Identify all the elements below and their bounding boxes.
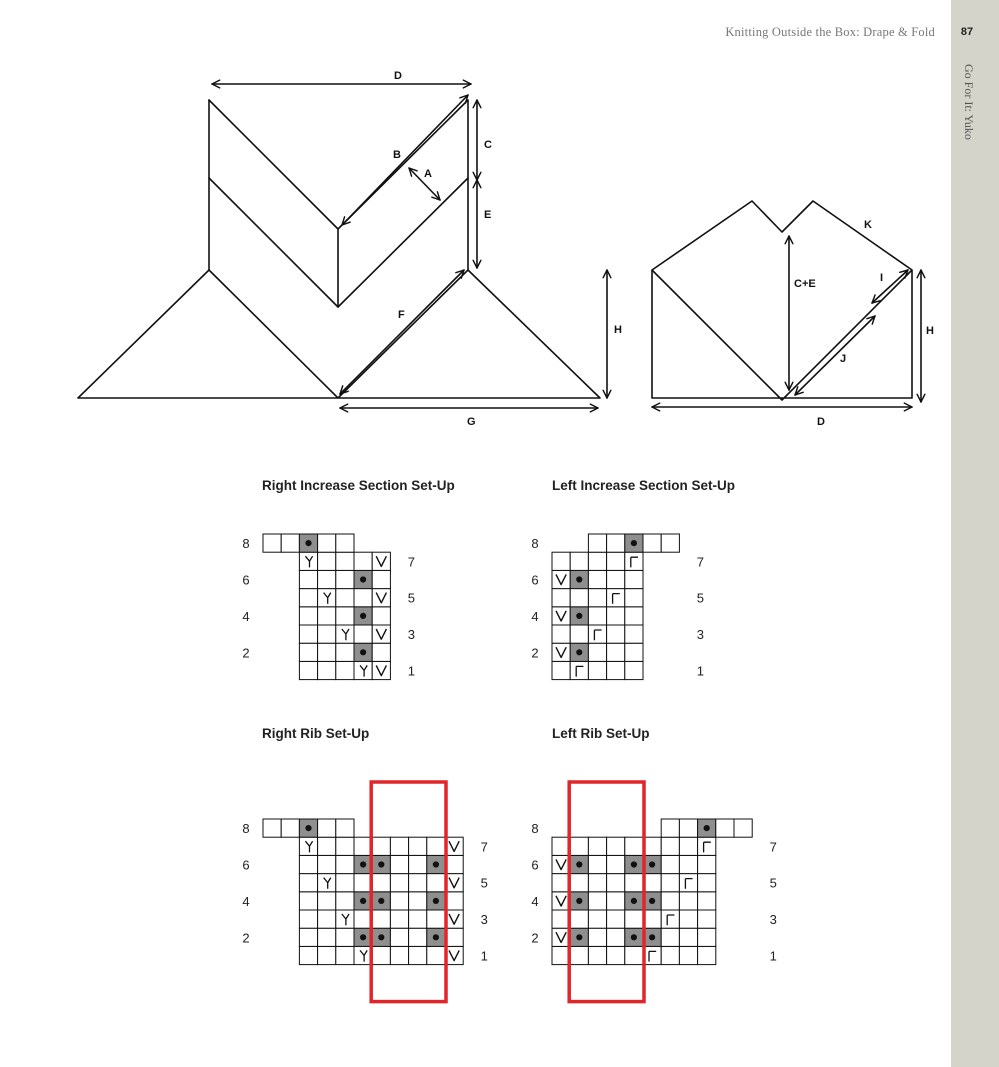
purl-dot-symbol [360,613,366,619]
label-c-plus-e: C+E [794,278,816,290]
row-number-right: 3 [769,912,777,928]
chart-cell [625,552,643,570]
chart-cell [372,874,390,892]
chart-cell [318,625,336,643]
chart-cell [734,819,752,837]
chart-cell [625,910,643,928]
chart-cell [318,607,336,625]
chart-cell [661,819,679,837]
row-number-right: 5 [769,875,777,891]
purl-dot-symbol [576,898,582,904]
chart-cell [299,874,317,892]
chart-cell [607,946,625,964]
chart-cell [390,837,408,855]
chart-cell [607,910,625,928]
chart-cell [570,661,588,679]
purl-dot-symbol [433,898,439,904]
chart-cell [698,892,716,910]
chart-cell [336,570,354,588]
chart-left-increase-setup [531,534,705,684]
row-number-left: 8 [531,536,539,552]
chart-cell [390,874,408,892]
chart-right-increase-setup [242,534,416,684]
chart-cell [625,643,643,661]
large-schematic [78,70,622,428]
chart-cell [679,946,697,964]
label-j: J [840,353,847,365]
purl-dot-symbol [631,934,637,940]
row-number-left: 4 [531,608,539,624]
chart-cell [318,643,336,661]
purl-dot-symbol [631,898,637,904]
chart-cell [390,910,408,928]
chart-cell [607,855,625,873]
chart-cell [661,855,679,873]
chart-cell [698,910,716,928]
label-h: H [614,324,622,336]
chart-cell [354,589,372,607]
garment-schematic [0,0,950,440]
chart-cell [299,946,317,964]
chart-cell [336,589,354,607]
purl-dot-symbol [649,898,655,904]
row-number-left: 6 [242,572,250,588]
chart-cell [698,837,716,855]
chart-cell [336,910,354,928]
chart-cell [409,892,427,910]
chart-cell [318,570,336,588]
chart-cell [643,534,661,552]
chart-cell [318,946,336,964]
chart-cell [336,892,354,910]
chart-cell [570,874,588,892]
row-number-left: 6 [531,572,539,588]
row-number-right: 1 [480,948,488,964]
chart-cell [570,837,588,855]
chart-cell [625,625,643,643]
row-number-left: 8 [242,536,250,552]
chart-cell [336,946,354,964]
chart-right-rib-setup [242,819,488,969]
chart-cell [607,661,625,679]
chart-cell [318,892,336,910]
chart-cell [372,643,390,661]
chart-cell [263,534,281,552]
row-number-left: 2 [531,930,539,946]
chart-cell [318,837,336,855]
chart-cell [607,534,625,552]
chart-cell [336,607,354,625]
chart-cell [318,661,336,679]
chart-cell [607,928,625,946]
row-number-left: 8 [531,821,539,837]
chart-cell [552,643,570,661]
chart-cell [318,819,336,837]
purl-dot-symbol [433,934,439,940]
chart-cell [336,534,354,552]
chart-cell [607,874,625,892]
chart-cell [570,625,588,643]
purl-dot-symbol [631,540,637,546]
chart-cell [409,928,427,946]
row-number-right: 3 [407,627,416,643]
chart-cell [661,910,679,928]
label-a: A [424,168,432,180]
purl-dot-symbol [305,825,311,831]
chart-cell [299,570,317,588]
chart-cell [570,946,588,964]
label-f: F [398,309,405,321]
chart-cell [354,552,372,570]
chart-cell [281,819,299,837]
purl-dot-symbol [631,861,637,867]
label-b: B [393,149,401,161]
purl-dot-symbol [576,934,582,940]
chart-cell [588,855,606,873]
chart-cell [318,874,336,892]
row-number-left: 2 [242,645,250,661]
chart-cell [661,928,679,946]
chart-cell [607,607,625,625]
chart-cell [588,552,606,570]
chart-cell [625,661,643,679]
chart-cell [588,874,606,892]
chart-cell [588,928,606,946]
chart-cell [281,534,299,552]
chart-cell [661,837,679,855]
chart-cell [552,661,570,679]
chart-cell [552,607,570,625]
purl-dot-symbol [378,898,384,904]
purl-dot-symbol [576,613,582,619]
label-d: D [394,70,402,82]
chart-cell [299,855,317,873]
chart-cell [607,552,625,570]
row-number-left: 2 [531,645,539,661]
chart-left-rib-setup [531,819,777,969]
purl-dot-symbol [649,861,655,867]
row-number-left: 4 [242,608,250,624]
purl-dot-symbol [360,861,366,867]
chart-cell [625,874,643,892]
chart-cell [570,910,588,928]
chart-cell [372,552,390,570]
chart-cell [588,589,606,607]
row-number-left: 4 [531,893,539,909]
chart-cell [390,946,408,964]
row-number-right: 5 [480,875,488,891]
chart-cell [336,837,354,855]
row-number-right: 7 [696,554,705,570]
chart-cell [299,910,317,928]
chart-cell [570,589,588,607]
chart-cell [716,819,734,837]
chart-cell [588,643,606,661]
chart-cell [679,874,697,892]
chart-cell [336,855,354,873]
row-number-left: 4 [242,893,250,909]
chart-cell [661,874,679,892]
chart-cell [588,625,606,643]
chart-cell [679,928,697,946]
chart-cell [679,819,697,837]
label-d-small: D [817,416,825,428]
chart-cell [372,661,390,679]
purl-dot-symbol [649,934,655,940]
purl-dot-symbol [360,934,366,940]
purl-dot-symbol [433,861,439,867]
chart-cell [372,607,390,625]
row-number-right: 3 [696,627,705,643]
chart-cell [625,607,643,625]
chart-cell [679,855,697,873]
chart-cell [299,892,317,910]
chart-cell [607,570,625,588]
running-head: Knitting Outside the Box: Drape & Fold [725,25,935,39]
chart-cell [409,837,427,855]
chart-cell [588,570,606,588]
chart-cell [698,946,716,964]
small-schematic [652,201,934,428]
chart-cell [427,837,445,855]
chart-cell [588,661,606,679]
chart-cell [588,910,606,928]
chart-cell [698,928,716,946]
row-number-left: 6 [242,857,250,873]
purl-dot-symbol [704,825,710,831]
chart-cell [299,643,317,661]
label-c: C [484,139,492,151]
chart-cell [336,819,354,837]
chart-cell [354,661,372,679]
chart-title-left-rib: Left Rib Set-Up [552,726,650,741]
chart-cell [552,570,570,588]
chart-cell [625,837,643,855]
chart-cell [318,910,336,928]
chart-cell [661,534,679,552]
row-number-right: 1 [407,663,416,679]
chart-cell [588,946,606,964]
chart-cell [698,855,716,873]
row-number-left: 2 [242,930,250,946]
chart-cell [679,837,697,855]
chart-cell [372,625,390,643]
section-sidebar [951,0,999,1067]
chart-cell [625,946,643,964]
chart-cell [299,589,317,607]
chart-cell [679,892,697,910]
chart-cell [607,625,625,643]
label-k: K [864,219,872,231]
purl-dot-symbol [360,898,366,904]
chart-cell [318,534,336,552]
purl-dot-symbol [360,576,366,582]
row-number-right: 3 [480,912,488,928]
chart-cell [409,910,427,928]
row-number-right: 7 [769,839,777,855]
chart-cell [372,946,390,964]
chart-cell [318,589,336,607]
purl-dot-symbol [576,649,582,655]
chart-cell [661,946,679,964]
chart-cell [299,625,317,643]
chart-cell [607,837,625,855]
chart-cell [372,837,390,855]
row-number-left: 6 [531,857,539,873]
chart-title-left-increase: Left Increase Section Set-Up [552,478,736,493]
chart-cell [336,928,354,946]
chart-cell [318,855,336,873]
chart-cell [570,552,588,570]
chart-cell [679,910,697,928]
chart-cell [409,874,427,892]
chart-cell [588,892,606,910]
chart-cell [390,855,408,873]
purl-dot-symbol [305,540,311,546]
row-number-right: 5 [407,590,416,606]
chart-cell [625,570,643,588]
row-number-right: 1 [696,663,705,679]
chart-cell [299,552,317,570]
chart-cell [372,910,390,928]
row-number-right: 1 [769,948,777,964]
chart-cell [372,589,390,607]
chart-cell [698,874,716,892]
chart-cell [607,892,625,910]
purl-dot-symbol [360,649,366,655]
label-i: I [880,272,884,284]
page-number: 87 [960,26,974,38]
purl-dot-symbol [576,576,582,582]
chart-cell [318,928,336,946]
chart-cell [607,589,625,607]
purl-dot-symbol [378,861,384,867]
chart-cell [661,892,679,910]
chart-cell [427,946,445,964]
label-e: E [484,209,492,221]
chart-cell [588,534,606,552]
chart-cell [427,910,445,928]
chart-cell [336,625,354,643]
row-number-right: 7 [480,839,488,855]
chart-cell [607,643,625,661]
chart-cell [390,928,408,946]
chart-cell [409,946,427,964]
purl-dot-symbol [378,934,384,940]
chart-cell [588,607,606,625]
label-h-small: H [926,325,934,337]
chart-cell [409,855,427,873]
row-number-right: 5 [696,590,705,606]
chart-cell [336,661,354,679]
chart-cell [299,837,317,855]
chart-cell [390,892,408,910]
section-tab: Go For It: Yuko [962,64,976,140]
chart-title-right-increase: Right Increase Section Set-Up [262,478,455,493]
chart-cell [336,552,354,570]
purl-dot-symbol [576,861,582,867]
chart-cell [427,874,445,892]
chart-cell [318,552,336,570]
chart-cell [588,837,606,855]
chart-cell [354,625,372,643]
row-number-right: 7 [407,554,416,570]
chart-cell [299,928,317,946]
chart-cell [552,552,570,570]
row-number-left: 8 [242,821,250,837]
label-g: G [467,416,476,428]
chart-cell [299,607,317,625]
chart-cell [372,570,390,588]
chart-cell [336,874,354,892]
chart-title-right-rib: Right Rib Set-Up [262,726,370,741]
chart-cell [336,643,354,661]
chart-cell [299,661,317,679]
chart-cell [625,589,643,607]
chart-cell [263,819,281,837]
chart-cell [552,625,570,643]
chart-cell [552,589,570,607]
